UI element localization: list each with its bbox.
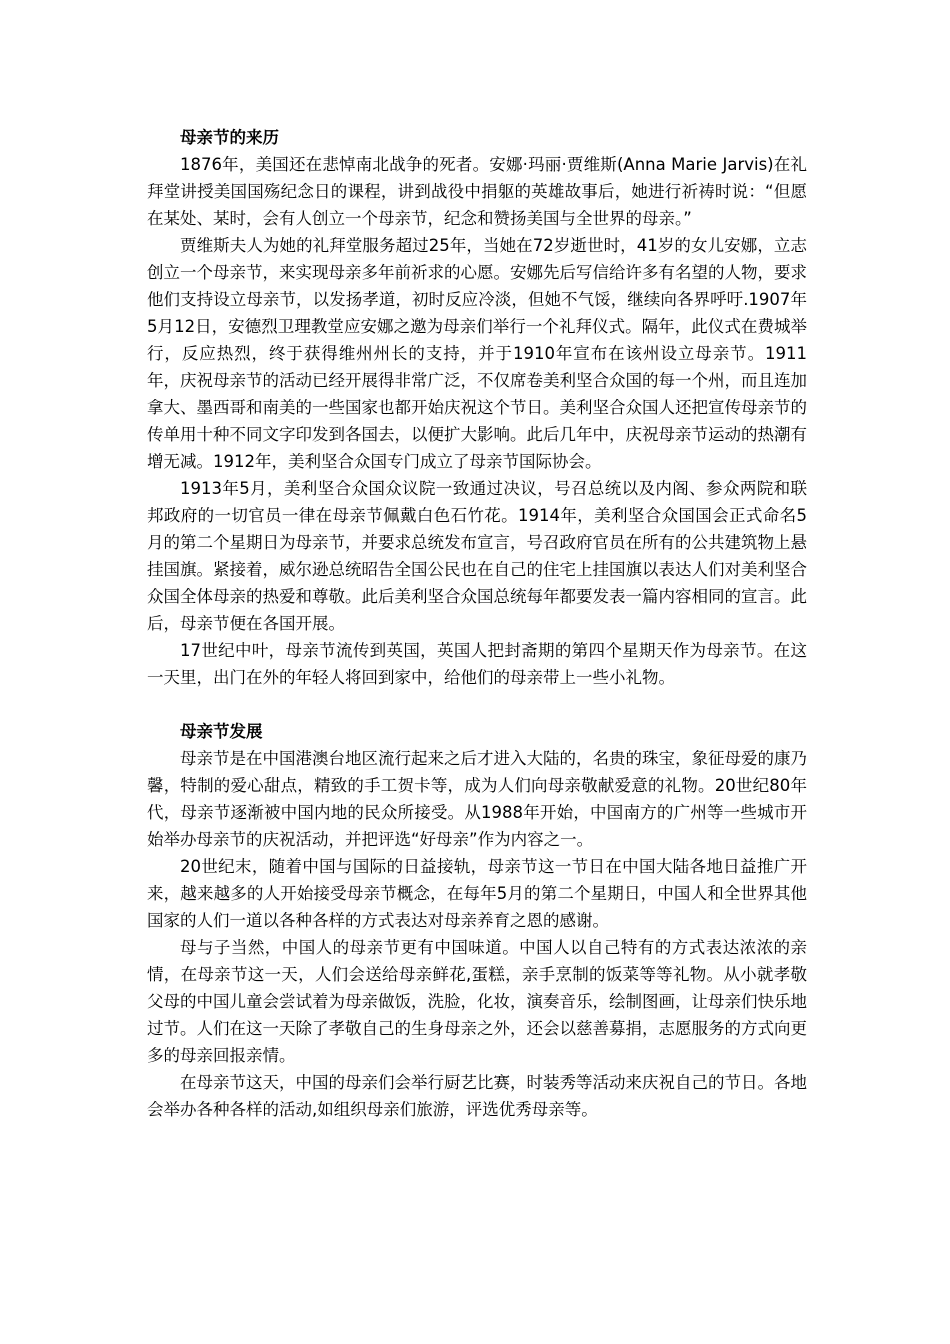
paragraph: 1876年，美国还在悲悼南北战争的死者。安娜·玛丽·贾维斯(Anna Marie Jarvis)在礼拜堂讲授美国国殇纪念日的课程，讲到战役中捐躯的英雄故事后，她进行祈祷时说：“但愿在某处、某时，会有人创立一个母亲节，纪念和赞扬美国与全世界的母亲。” (147, 155, 807, 228)
section-development (147, 718, 807, 1123)
paragraph: 17世纪中叶，母亲节流传到英国，英国人把封斋期的第四个星期天作为母亲节。在这一天里，出门在外的年轻人将回到家中，给他们的母亲带上一些小礼物。 (147, 641, 807, 687)
document-body (147, 124, 807, 1123)
paragraph: 1913年5月，美利坚合众国众议院一致通过决议，号召总统以及内阁、参众两院和联邦政府的一切官员一律在母亲节佩戴白色石竹花。1914年，美利坚合众国国会正式命名5月的第二个星期日为母亲节，并要求总统发布宣言，号召政府官员在所有的公共建筑物上悬挂国旗。紧接着，威尔逊总统昭告全国公民也在自己的住宅上挂国旗以表达人们对美利坚合众国全体母亲的热爱和尊敬。此后美利坚合众国总统每年都要发表一篇内容相同的宣言。此后，母亲节便在各国开展。 (147, 479, 807, 633)
section-origin (147, 124, 807, 691)
section-spacer (147, 691, 807, 718)
paragraph: 贾维斯夫人为她的礼拜堂服务超过25年，当她在72岁逝世时，41岁的女儿安娜，立志创立一个母亲节，来实现母亲多年前祈求的心愿。安娜先后写信给许多有名望的人物，要求他们支持设立母亲节，以发扬孝道，初时反应冷淡，但她不气馁，继续向各界呼吁.1907年5月12日，安德烈卫理教堂应安娜之邀为母亲们举行一个礼拜仪式。隔年，此仪式在费城举行，反应热烈，终于获得维州州长的支持，并于1910年宣布在该州设立母亲节。1911年，庆祝母亲节的活动已经开展得非常广泛，不仅席卷美利坚合众国的每一个州，而且连加拿大、墨西哥和南美的一些国家也都开始庆祝这个节日。美利坚合众国人还把宣传母亲节的传单用十种不同文字印发到各国去，以便扩大影响。此后几年中，庆祝母亲节运动的热潮有增无减。1912年，美利坚合众国专门成立了母亲节国际协会。 (147, 236, 807, 471)
paragraph: 在母亲节这天，中国的母亲们会举行厨艺比赛，时装秀等活动来庆祝自己的节日。各地会举办各种各样的活动,如组织母亲们旅游，评选优秀母亲等。 (147, 1073, 807, 1119)
section-title: 母亲节的来历 (180, 128, 279, 147)
paragraph: 母与子当然，中国人的母亲节更有中国味道。中国人以自己特有的方式表达浓浓的亲情，在母亲节这一天，人们会送给母亲鲜花,蛋糕，亲手烹制的饭菜等等礼物。从小就孝敬父母的中国儿童会尝试着为母亲做饭，洗脸，化妆，演奏音乐，绘制图画，让母亲们快乐地过节。人们在这一天除了孝敬自己的生身母亲之外，还会以慈善募捐，志愿服务的方式向更多的母亲回报亲情。 (147, 938, 807, 1065)
paragraph: 母亲节是在中国港澳台地区流行起来之后才进入大陆的，名贵的珠宝，象征母爱的康乃馨，特制的爱心甜点，精致的手工贺卡等，成为人们向母亲敬献爱意的礼物。20世纪80年代，母亲节逐渐被中国内地的民众所接受。从1988年开始，中国南方的广州等一些城市开始举办母亲节的庆祝活动，并把评选“好母亲”作为内容之一。 (147, 749, 807, 849)
paragraph: 20世纪末，随着中国与国际的日益接轨，母亲节这一节日在中国大陆各地日益推广开来，越来越多的人开始接受母亲节概念，在每年5月的第二个星期日，中国人和全世界其他国家的人们一道以各种各样的方式表达对母亲养育之恩的感谢。 (147, 857, 807, 930)
section-title: 母亲节发展 (180, 722, 263, 741)
